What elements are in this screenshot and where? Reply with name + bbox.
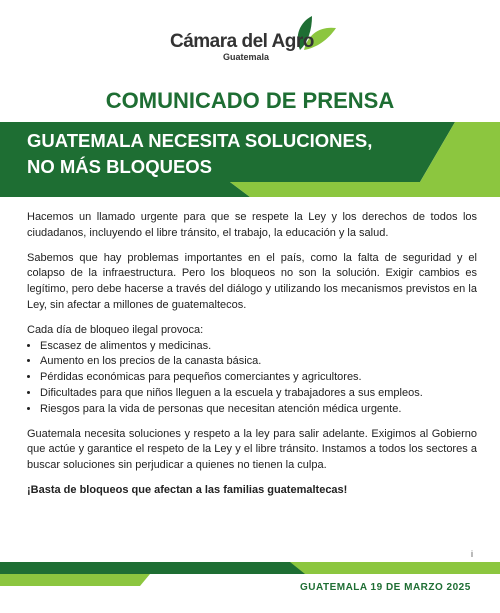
list-item: • Aumento en los precios de la canasta básica. <box>40 354 477 370</box>
list-item: • Dificultades para que niños lleguen a la escuela y trabajadores a sus empleos. <box>40 386 477 402</box>
headline <box>27 128 372 180</box>
list-item: • Riesgos para la vida de personas que necesitan atención médica urgente. <box>40 402 477 418</box>
headline-line-2: NO MÁS BLOQUEOS <box>27 156 213 177</box>
list-item: • Escasez de alimentos y medicinas. <box>40 339 477 355</box>
page-mark: i <box>471 549 473 559</box>
page-title: COMUNICADO DE PRENSA <box>105 88 395 113</box>
list-intro: Cada día de bloqueo ilegal provoca: <box>27 323 204 336</box>
headline-line-1: GUATEMALA NECESITA SOLUCIONES, <box>27 130 373 151</box>
effects-list <box>27 339 477 418</box>
paragraph-2: Sabemos que hay problemas importantes en el país, como la falta de seguridad y el colapso de la infraestructura. Pero los bloqueos no son la solución. Exigir cambios es legítimo, pero debe hacerse a través del diálogo y utilizando los mecanismos previstos en la Ley, sin afectar a millones de guatemaltecos. <box>27 251 477 311</box>
logo-subtitle: Guatemala <box>223 52 270 62</box>
logo-name: Cámara del Agro <box>170 31 314 52</box>
closing-statement: ¡Basta de bloqueos que afectan a las familias guatemaltecas! <box>27 483 348 496</box>
list-item: • Pérdidas económicas para pequeños comerciantes y agricultores. <box>40 370 477 386</box>
logo <box>170 12 340 62</box>
release-date: GUATEMALA 19 DE MARZO 2025 <box>300 582 471 593</box>
paragraph-1: Hacemos un llamado urgente para que se respete la Ley y los derechos de todos los ciudadanos, incluyendo el libre tránsito, el trabajo, la educación y la salud. <box>27 211 477 239</box>
paragraph-3: Guatemala necesita soluciones y respeto a la ley para salir adelante. Exigimos al Gobierno que actúe y garantice el respeto de la Ley y el libre tránsito. Instamos a todos los sectores a buscar soluciones sin perjudicar a quienes no tienen la culpa. <box>27 427 477 472</box>
press-release-body <box>27 210 477 499</box>
